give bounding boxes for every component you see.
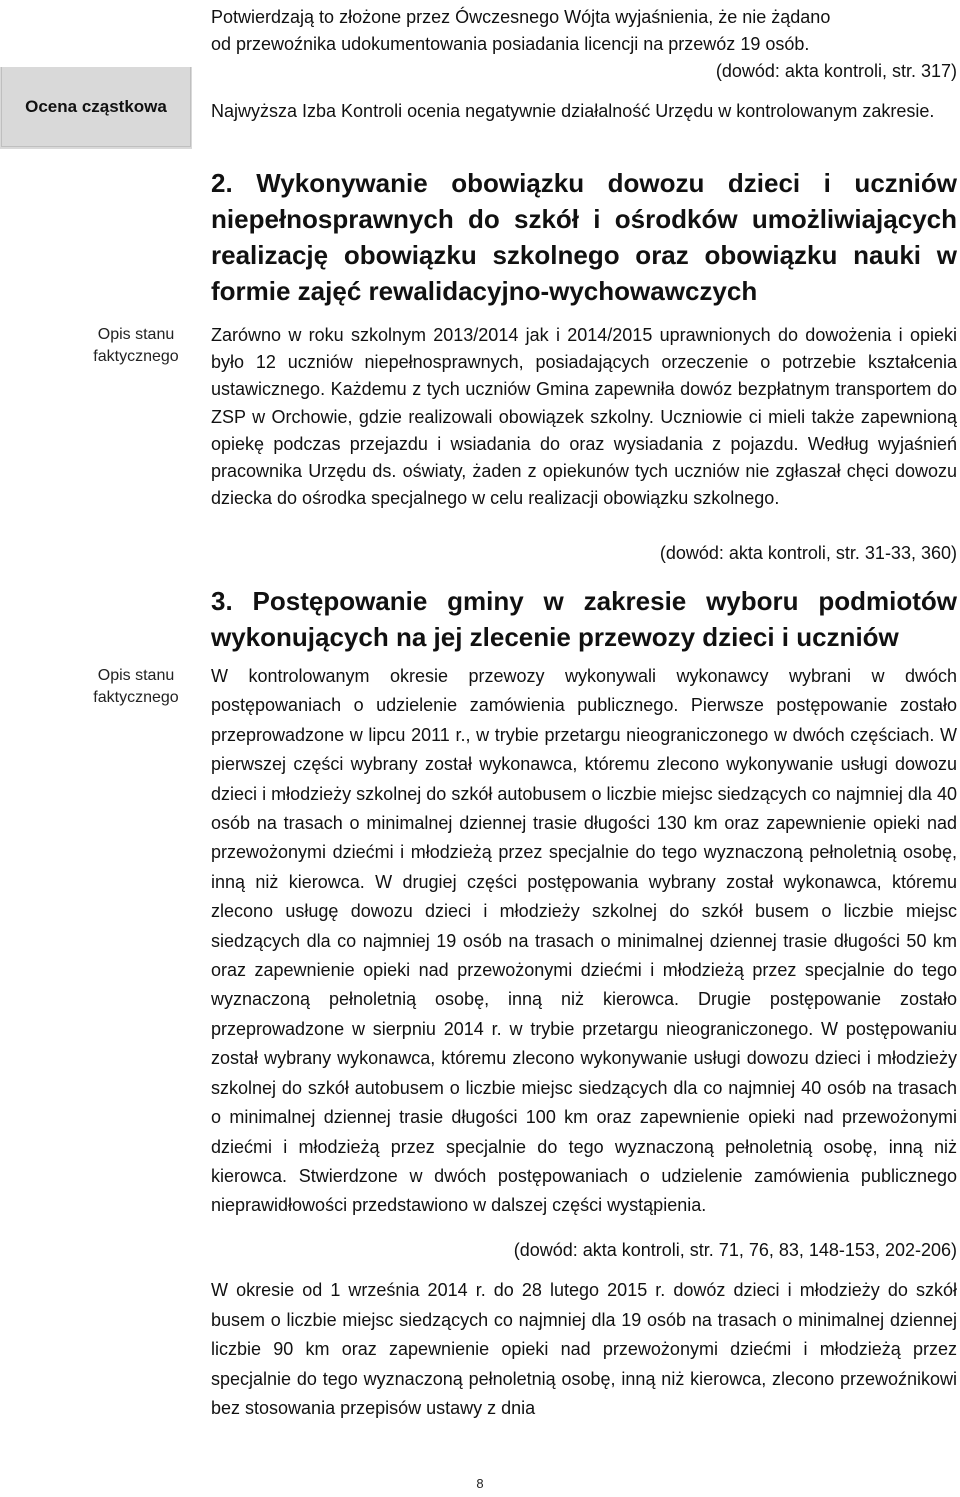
sidebar-label-facts-1: Opis stanu faktycznego <box>93 326 179 365</box>
evidence-note-2: (dowód: akta kontroli, str. 31-33, 360) <box>659 543 957 563</box>
assessment-paragraph: Najwyższa Izba Kontroli ocenia negatywnie działalność Urzędu w kontrolowanym zakresie. <box>211 101 935 121</box>
section-2-paragraph: Zarówno w roku szkolnym 2013/2014 jak i 2014/2015 uprawnionych do dowożenia i opieki było 12 uczniów niepełnosprawnych, posiadających orzeczenie o potrzebie kształcenia ustawicznego. Każdemu z tych uczniów Gmina zapewniła dowóz bezpłatnym transportem do ZSP w Orchowie, gdzie realizowali obowiązek szkolny. Uczniowie ci mieli także zapewnioną opiekę podczas przejazdu i wsiadania do oraz wysiadania z pojazdu. Według wyjaśnień pracownika Urzędu ds. oświaty, żaden z opiekunów tych uczniów nie zgłaszał chęci dowozu dziecka do ośrodka specjalnego w celu realizacji obowiązku szkolnego. <box>211 325 957 509</box>
evidence-note-3: (dowód: akta kontroli, str. 71, 76, 83, 148-153, 202-206) <box>513 1240 957 1260</box>
section-2-heading: 2. Wykonywanie obowiązku dowozu dzieci i uczniów niepełnosprawnych do szkół i ośrodków umożliwiających realizację obowiązku szkolnego oraz obowiązku nauki w formie zajęć rewalidacyjno-wychowawczych <box>211 168 957 306</box>
sidebar-label-facts-2: Opis stanu faktycznego <box>93 667 179 706</box>
closing-paragraph: W okresie od 1 września 2014 r. do 28 lutego 2015 r. dowóz dzieci i młodzieży do szkół busem o liczbie miejsc siedzących co najmniej dla 19 osób na trasach o minimalnej dziennej liczbie 90 km oraz zapewnienie opieki nad przewożonymi dziećmi i młodzieżą przez specjalnie do tego wyznaczoną pełnoletnią osobę, inną niż kierowca, zlecono przewoźnikowi bez stosowania przepisów ustawy z dnia <box>211 1280 957 1419</box>
page-number: 8 <box>476 1476 484 1491</box>
sidebar-assessment-title: Ocena cząstkowa <box>25 96 167 116</box>
section-3-heading: 3. Postępowanie gminy w zakresie wyboru podmiotów wykonujących na jej zlecenie przewozy dzieci i uczniów <box>211 586 957 652</box>
section-3-paragraph: W kontrolowanym okresie przewozy wykonywali wykonawcy wybrani w dwóch postępowaniach o udzielenie zamówienia publicznego. Pierwsze postępowanie zostało przeprowadzone w lipcu 2011 r., w trybie przetargu nieograniczonego w dwóch częściach. W pierwszej części wybrany został wykonawca, któremu zlecono wykonywanie usługi dowozu dzieci i młodzieży szkolnej do szkół autobusem o liczbie miejsc siedzących co najmniej dla 40 osób na trasach o minimalnej dziennej trasie długości 130 km oraz zapewnienie opieki nad przewożonymi dziećmi i młodzieżą przez specjalnie do tego wyznaczoną pełnoletnią osobę, inną niż kierowca. W drugiej części postępowania wybrany został wykonawca, któremu zlecono usługę dowozu dzieci i młodzieży szkolnej do szkół busem o liczbie miejsc siedzących dla co najmniej 19 osób na trasach o minimalnej dziennej trasie długości 50 km oraz zapewnienie opieki nad przewożonymi dziećmi i młodzieżą przez specjalnie do tego wyznaczoną pełnoletnią osobę, inną niż kierowca. Drugie postępowanie zostało przeprowadzone w sierpniu 2014 r. w trybie przetargu nieograniczonego. W postępowaniu został wybrany wykonawca, któremu zlecono wykonywanie usługi dowozu dzieci i młodzieży szkolnej do szkół autobusem o liczbie miejsc siedzących dla co najmniej 40 osób na trasach o minimalnej dziennej trasie długości 100 km oraz zapewnienie opieki nad przewożonymi dziećmi i młodzieżą przez specjalnie do tego wyznaczoną pełnoletnią osobę, inną niż kierowca. Stwierdzone w dwóch postępowaniach o udzielenie zamówienia publicznego nieprawidłowości przedstawiono w dalszej części wystąpienia. <box>211 666 957 1216</box>
intro-line-2: od przewoźnika udokumentowania posiadania licencji na przewóz 19 osób. <box>211 34 810 54</box>
sidebar-assessment-frame <box>1 67 191 147</box>
sidebar-assessment-box <box>0 67 192 149</box>
intro-line-1: Potwierdzają to złożone przez Ówczesnego Wójta wyjaśnienia, że nie żądano <box>211 7 831 27</box>
evidence-note-1: (dowód: akta kontroli, str. 317) <box>715 61 957 81</box>
